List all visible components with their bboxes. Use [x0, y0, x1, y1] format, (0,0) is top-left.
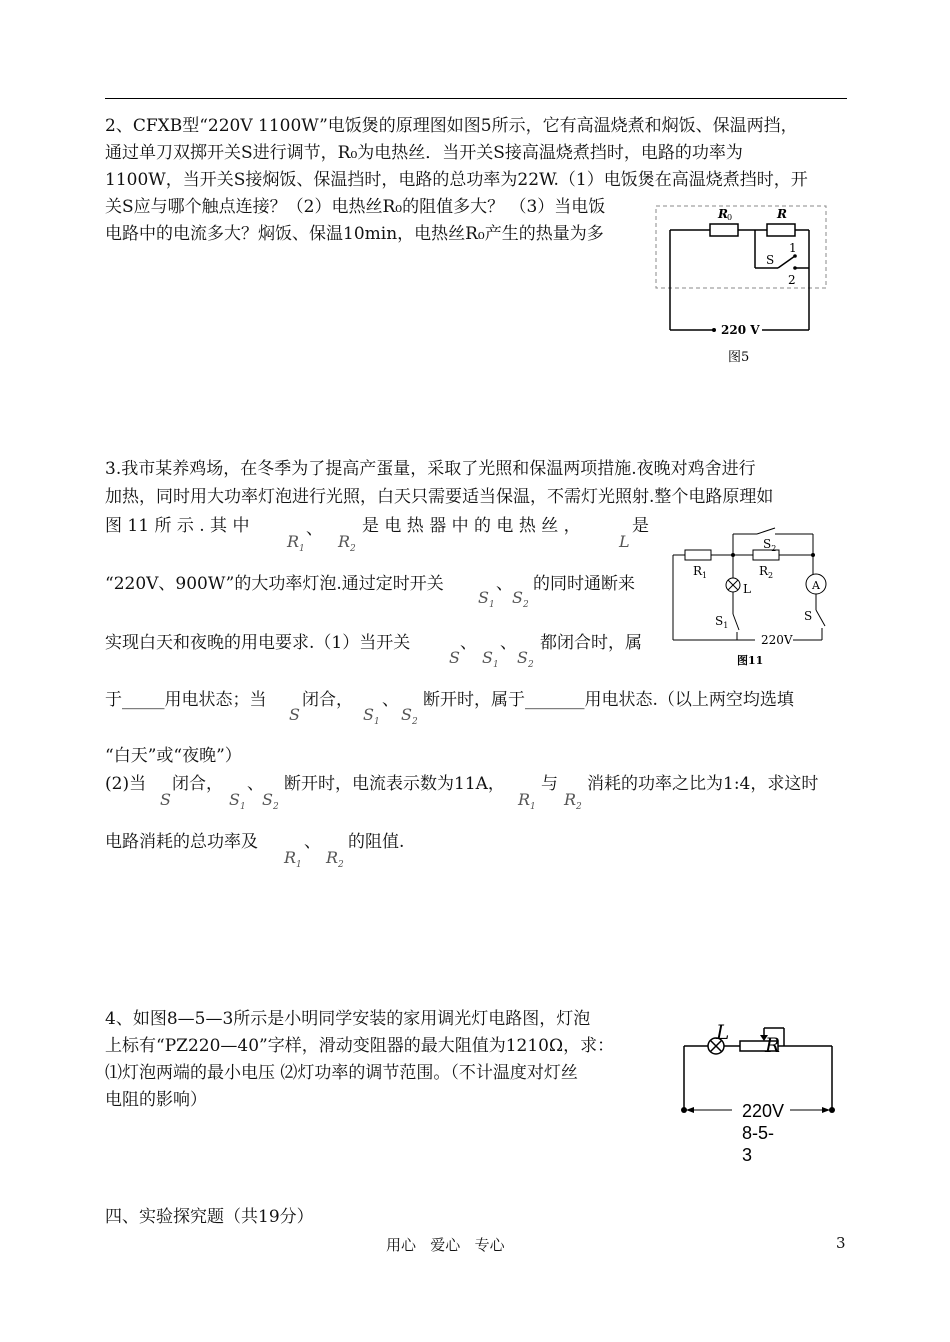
- symbol-s1: $S_1$: [229, 790, 246, 813]
- q4-line-3: ⑴灯泡两端的最小电压 ⑵灯功率的调节范围。（不计温度对灯丝: [105, 1063, 578, 1083]
- r0-label: R: [718, 207, 728, 221]
- q4-line-4: 电阻的影响）: [105, 1090, 207, 1110]
- contact-1-label: 1: [789, 241, 797, 255]
- q3-line-9-end: 的阻值.: [348, 832, 405, 852]
- q3-line-8: (2)当: [105, 774, 147, 794]
- symbol-r2: $R_2$: [338, 532, 356, 555]
- s2-label: $S_2$: [763, 537, 777, 553]
- q3-separator-5: 、: [382, 690, 399, 710]
- q2-line-4: 关S应与哪个触点连接？（2）电热丝R₀的阻值多大？ （3）当电饭: [105, 197, 606, 217]
- r-label: R: [777, 207, 787, 221]
- switch-label: S: [766, 253, 775, 267]
- q3-separator-7: 、: [304, 832, 321, 852]
- q3-line-1: 3.我市某养鸡场，在冬季为了提高产蛋量，采取了光照和保温两项措施.夜晚对鸡舍进行: [105, 459, 756, 479]
- q3-line-5-end: 都闭合时，属: [540, 633, 642, 653]
- q3-line-7: “白天”或“夜晚”）: [105, 746, 242, 766]
- q3-line-4-end: 的同时通断来: [533, 574, 635, 594]
- q4-line-2: 上标有“PZ220—40”字样，滑动变阻器的最大阻值为1210Ω，求：: [105, 1036, 615, 1056]
- q2-line-2: 通过单刀双掷开关S进行调节，R₀为电热丝．当开关S接高温烧煮挡时，电路的功率为: [105, 143, 743, 163]
- page-number: 3: [836, 1234, 846, 1252]
- footer-motto: 用心 爱心 专心: [386, 1236, 505, 1254]
- s-label: S: [804, 609, 813, 623]
- q2-line-1: 2、CFXB型“220V 1100W”电饭煲的原理图如图5所示，它有高温烧煮和焖饭、保温两挡，: [105, 116, 798, 136]
- symbol-s1: $S_1$: [482, 648, 499, 671]
- r0-sub-label: 0: [727, 213, 733, 222]
- q3-line-3-text: 是 电 热 器 中 的 电 热 丝 ，: [362, 516, 581, 536]
- q3-line-6-closed: 闭合，: [302, 690, 353, 710]
- symbol-r1: $R_1$: [284, 848, 302, 871]
- figure-11-caption: 图11: [737, 654, 764, 667]
- q2-line-3: 1100W，当开关S接焖饭、保温挡时，电路的总功率为22W.（1）电饭煲在高温烧煮挡时，开: [105, 170, 808, 190]
- r0-resistor: [710, 224, 738, 236]
- q3-line-6-end: 断开时，属于_______用电状态.（以上两空均选填: [423, 690, 794, 710]
- q3-separator-1: 、: [306, 519, 323, 539]
- q3-line-8-mid: 断开时，电流表示数为11A，: [284, 774, 505, 794]
- top-switch: [757, 528, 775, 534]
- rheostat-label: R: [765, 1033, 781, 1057]
- q3-separator-6: 、: [247, 774, 264, 794]
- q3-separator-2: 、: [496, 574, 513, 594]
- voltage-label: 220V: [742, 1101, 785, 1121]
- symbol-s: S: [449, 648, 460, 667]
- q3-line-3: 图 11 所 示 . 其 中: [105, 516, 250, 536]
- s1-label: $S_1$: [715, 614, 729, 630]
- symbol-s2: $S_2$: [401, 705, 418, 728]
- symbol-r2: $R_2$: [326, 848, 344, 871]
- q3-line-8-closed: 闭合，: [172, 774, 223, 794]
- symbol-s: S: [160, 790, 171, 809]
- lamp-label: L: [743, 582, 751, 596]
- q4-line-1: 4、如图8—5—3所示是小明同学安装的家用调光灯电路图，灯泡: [105, 1009, 591, 1029]
- q3-line-3-end: 是: [632, 516, 649, 536]
- q3-line-5: 实现白天和夜晚的用电要求.（1）当开关: [105, 633, 411, 653]
- s1-switch: [733, 614, 739, 630]
- symbol-s2: $S_2$: [262, 790, 279, 813]
- figure-5-caption: 图5: [728, 350, 750, 365]
- q3-separator-3: 、: [460, 633, 477, 653]
- q3-line-9: 电路消耗的总功率及: [105, 832, 258, 852]
- figure-5-rice-cooker-circuit: [652, 198, 852, 373]
- r2-label: $R_2$: [759, 564, 774, 580]
- symbol-s1: $S_1$: [363, 705, 380, 728]
- figure-8-5-3-dimmer-circuit: [672, 1018, 847, 1168]
- q2-line-5: 电路中的电流多大？焖饭、保温10min，电热丝R₀产生的热量为多: [105, 224, 604, 244]
- voltage-label: 220V: [761, 633, 793, 647]
- figure-11-chicken-farm-circuit: [665, 522, 845, 674]
- symbol-s1: $S_1$: [478, 588, 495, 611]
- q3-line-2: 加热，同时用大功率灯泡进行光照，白天只需要适当保温，不需灯光照射.整个电路原理如: [105, 487, 774, 507]
- q3-line-4: “220V、900W”的大功率灯泡.通过定时开关: [105, 574, 444, 594]
- symbol-s2: $S_2$: [512, 588, 529, 611]
- symbol-r2: $R_2$: [564, 790, 582, 813]
- q3-line-6: 于_____用电状态；当: [105, 690, 267, 710]
- q3-line-8-and: 与: [541, 774, 558, 794]
- r1-resistor: [685, 550, 711, 560]
- voltage-label: 220 V: [721, 323, 760, 337]
- section-4-heading: 四、实验探究题（共19分）: [105, 1207, 314, 1227]
- q3-separator-4: 、: [500, 633, 517, 653]
- header-rule: [105, 98, 847, 99]
- s-switch: [816, 610, 825, 626]
- ammeter-label: A: [812, 579, 820, 592]
- contact-2-label: 2: [788, 273, 796, 287]
- figure-caption-line-2: 3: [742, 1145, 753, 1165]
- symbol-s2: $S_2$: [517, 648, 534, 671]
- symbol-s: S: [289, 705, 300, 724]
- symbol-r1: $R_1$: [518, 790, 536, 813]
- symbol-r1: $R_1$: [287, 532, 305, 555]
- figure-caption-line-1: 8-5-: [742, 1123, 775, 1143]
- symbol-l: L: [619, 532, 630, 551]
- r1-label: $R_1$: [693, 564, 708, 580]
- r-resistor: [767, 224, 795, 236]
- q3-line-8-end: 消耗的功率之比为1:4，求这时: [587, 774, 819, 794]
- lamp-label: L: [716, 1020, 730, 1044]
